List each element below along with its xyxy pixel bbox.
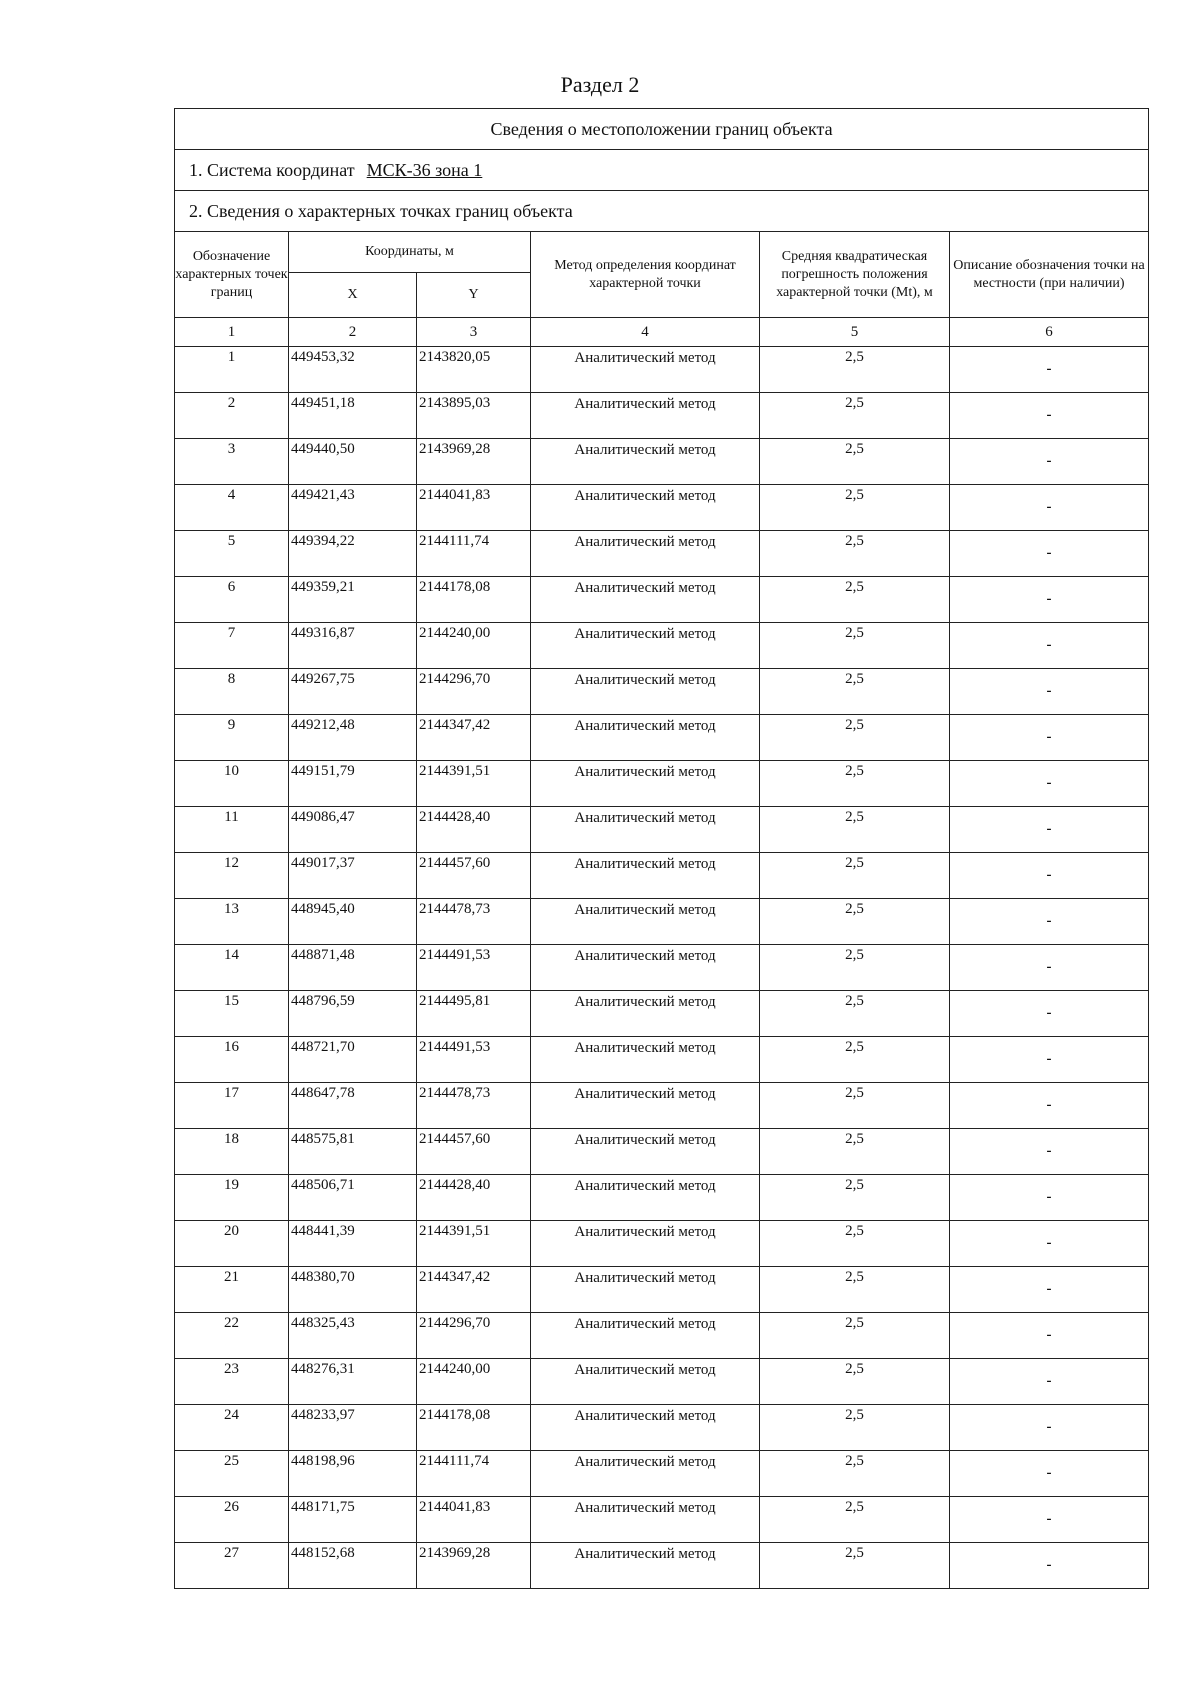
column-number-row	[175, 318, 1149, 347]
column-number: 1	[175, 318, 289, 347]
description-cell: -	[950, 393, 1149, 439]
column-number: 5	[760, 318, 950, 347]
error-cell: 2,5	[760, 1543, 950, 1589]
coord-x: 448233,97	[289, 1405, 417, 1451]
description-cell: -	[950, 899, 1149, 945]
point-number: 24	[175, 1405, 289, 1451]
point-number: 16	[175, 1037, 289, 1083]
coord-y: 2144478,73	[417, 1083, 531, 1129]
header-y: Y	[417, 273, 531, 318]
description-cell: -	[950, 531, 1149, 577]
table-row	[175, 899, 1149, 945]
method-cell: Аналитический метод	[531, 623, 760, 669]
table-row	[175, 439, 1149, 485]
coord-y: 2144491,53	[417, 1037, 531, 1083]
coord-x: 448647,78	[289, 1083, 417, 1129]
section-title: Раздел 2	[560, 72, 640, 97]
coord-y: 2144347,42	[417, 1267, 531, 1313]
error-cell: 2,5	[760, 1037, 950, 1083]
table-row	[175, 623, 1149, 669]
method-cell: Аналитический метод	[531, 1221, 760, 1267]
point-number: 5	[175, 531, 289, 577]
coord-x: 448171,75	[289, 1497, 417, 1543]
coord-y: 2144178,08	[417, 1405, 531, 1451]
table-row	[175, 1543, 1149, 1589]
points-title-row	[175, 191, 1149, 232]
method-cell: Аналитический метод	[531, 1129, 760, 1175]
description-cell: -	[950, 347, 1149, 393]
point-number: 11	[175, 807, 289, 853]
method-cell: Аналитический метод	[531, 1037, 760, 1083]
description-cell: -	[950, 807, 1149, 853]
table-row	[175, 1451, 1149, 1497]
error-cell: 2,5	[760, 1313, 950, 1359]
method-cell: Аналитический метод	[531, 715, 760, 761]
method-cell: Аналитический метод	[531, 1083, 760, 1129]
coord-x: 448796,59	[289, 991, 417, 1037]
method-cell: Аналитический метод	[531, 1405, 760, 1451]
coord-x: 448945,40	[289, 899, 417, 945]
column-number: 3	[417, 318, 531, 347]
error-cell: 2,5	[760, 347, 950, 393]
coord-x: 449212,48	[289, 715, 417, 761]
method-cell: Аналитический метод	[531, 393, 760, 439]
point-number: 18	[175, 1129, 289, 1175]
table-row	[175, 393, 1149, 439]
point-number: 4	[175, 485, 289, 531]
method-cell: Аналитический метод	[531, 1267, 760, 1313]
coord-x: 448441,39	[289, 1221, 417, 1267]
crs-label: 1. Система координат	[189, 159, 355, 180]
coord-y: 2144491,53	[417, 945, 531, 991]
table-row	[175, 347, 1149, 393]
point-number: 14	[175, 945, 289, 991]
description-cell: -	[950, 853, 1149, 899]
error-cell: 2,5	[760, 623, 950, 669]
method-cell: Аналитический метод	[531, 577, 760, 623]
crs-cell	[175, 150, 1149, 191]
method-cell: Аналитический метод	[531, 761, 760, 807]
coord-y: 2144428,40	[417, 807, 531, 853]
points-title: 2. Сведения о характерных точках границ объекта	[175, 191, 1149, 232]
error-cell: 2,5	[760, 761, 950, 807]
header-method: Метод определения координат характерной точки	[531, 232, 760, 318]
method-cell: Аналитический метод	[531, 1451, 760, 1497]
table-row	[175, 1175, 1149, 1221]
header-x: X	[289, 273, 417, 318]
error-cell: 2,5	[760, 991, 950, 1037]
description-cell: -	[950, 439, 1149, 485]
table-row	[175, 485, 1149, 531]
error-cell: 2,5	[760, 1175, 950, 1221]
description-cell: -	[950, 485, 1149, 531]
coord-x: 449151,79	[289, 761, 417, 807]
point-number: 10	[175, 761, 289, 807]
error-cell: 2,5	[760, 1405, 950, 1451]
table-row	[175, 531, 1149, 577]
method-cell: Аналитический метод	[531, 945, 760, 991]
coord-x: 449086,47	[289, 807, 417, 853]
point-number: 23	[175, 1359, 289, 1405]
error-cell: 2,5	[760, 1267, 950, 1313]
coord-y: 2144478,73	[417, 899, 531, 945]
method-cell: Аналитический метод	[531, 853, 760, 899]
table-row	[175, 577, 1149, 623]
point-number: 17	[175, 1083, 289, 1129]
description-cell: -	[950, 1175, 1149, 1221]
error-cell: 2,5	[760, 899, 950, 945]
coord-x: 449017,37	[289, 853, 417, 899]
description-cell: -	[950, 1313, 1149, 1359]
coord-y: 2144457,60	[417, 853, 531, 899]
description-cell: -	[950, 1129, 1149, 1175]
table-row	[175, 1313, 1149, 1359]
error-cell: 2,5	[760, 1083, 950, 1129]
point-number: 22	[175, 1313, 289, 1359]
coord-x: 449267,75	[289, 669, 417, 715]
description-cell: -	[950, 715, 1149, 761]
coord-y: 2144111,74	[417, 531, 531, 577]
description-cell: -	[950, 1359, 1149, 1405]
coord-y: 2144391,51	[417, 1221, 531, 1267]
coord-y: 2144041,83	[417, 1497, 531, 1543]
error-cell: 2,5	[760, 485, 950, 531]
table-row	[175, 1359, 1149, 1405]
coord-y: 2144041,83	[417, 485, 531, 531]
description-cell: -	[950, 1451, 1149, 1497]
description-cell: -	[950, 1497, 1149, 1543]
table-row	[175, 1037, 1149, 1083]
point-number: 27	[175, 1543, 289, 1589]
point-number: 19	[175, 1175, 289, 1221]
method-cell: Аналитический метод	[531, 807, 760, 853]
coord-x: 448871,48	[289, 945, 417, 991]
point-number: 26	[175, 1497, 289, 1543]
table-row	[175, 1083, 1149, 1129]
method-cell: Аналитический метод	[531, 347, 760, 393]
error-cell: 2,5	[760, 1451, 950, 1497]
error-cell: 2,5	[760, 715, 950, 761]
coord-y: 2143895,03	[417, 393, 531, 439]
error-cell: 2,5	[760, 1221, 950, 1267]
point-number: 1	[175, 347, 289, 393]
column-number: 2	[289, 318, 417, 347]
method-cell: Аналитический метод	[531, 1543, 760, 1589]
coord-x: 448198,96	[289, 1451, 417, 1497]
coord-x: 449451,18	[289, 393, 417, 439]
description-cell: -	[950, 761, 1149, 807]
method-cell: Аналитический метод	[531, 1175, 760, 1221]
description-cell: -	[950, 669, 1149, 715]
table-row	[175, 715, 1149, 761]
error-cell: 2,5	[760, 531, 950, 577]
column-number: 6	[950, 318, 1149, 347]
error-cell: 2,5	[760, 1129, 950, 1175]
header-error: Средняя квадратическая погрешность положения характерной точки (Mt), м	[760, 232, 950, 318]
description-cell: -	[950, 1267, 1149, 1313]
coord-x: 448721,70	[289, 1037, 417, 1083]
table-row	[175, 991, 1149, 1037]
crs-value: МСК-36 зона 1	[366, 159, 483, 180]
header-row-1	[175, 232, 1149, 273]
header-point-designation: Обозначение характерных точек границ	[175, 232, 289, 318]
table-title-row	[175, 109, 1149, 150]
method-cell: Аналитический метод	[531, 1497, 760, 1543]
table-row	[175, 1267, 1149, 1313]
boundary-points-table	[174, 108, 1149, 1589]
table-row	[175, 807, 1149, 853]
description-cell: -	[950, 991, 1149, 1037]
column-number: 4	[531, 318, 760, 347]
coord-x: 449394,22	[289, 531, 417, 577]
coord-y: 2143820,05	[417, 347, 531, 393]
point-number: 25	[175, 1451, 289, 1497]
coord-y: 2144347,42	[417, 715, 531, 761]
method-cell: Аналитический метод	[531, 899, 760, 945]
coord-x: 448325,43	[289, 1313, 417, 1359]
method-cell: Аналитический метод	[531, 1313, 760, 1359]
point-number: 8	[175, 669, 289, 715]
coord-x: 448506,71	[289, 1175, 417, 1221]
error-cell: 2,5	[760, 577, 950, 623]
header-description: Описание обозначения точки на местности (при наличии)	[950, 232, 1149, 318]
header-coordinates: Координаты, м	[289, 232, 531, 273]
table-row	[175, 761, 1149, 807]
error-cell: 2,5	[760, 945, 950, 991]
method-cell: Аналитический метод	[531, 485, 760, 531]
point-number: 12	[175, 853, 289, 899]
error-cell: 2,5	[760, 1359, 950, 1405]
coord-y: 2144111,74	[417, 1451, 531, 1497]
table-row	[175, 669, 1149, 715]
coord-y: 2143969,28	[417, 1543, 531, 1589]
coord-y: 2143969,28	[417, 439, 531, 485]
coord-y: 2144428,40	[417, 1175, 531, 1221]
error-cell: 2,5	[760, 807, 950, 853]
table-row	[175, 1497, 1149, 1543]
point-number: 15	[175, 991, 289, 1037]
table-row	[175, 1129, 1149, 1175]
point-number: 20	[175, 1221, 289, 1267]
description-cell: -	[950, 1037, 1149, 1083]
point-number: 7	[175, 623, 289, 669]
error-cell: 2,5	[760, 853, 950, 899]
table-row	[175, 1405, 1149, 1451]
description-cell: -	[950, 623, 1149, 669]
coord-x: 448152,68	[289, 1543, 417, 1589]
point-number: 3	[175, 439, 289, 485]
coord-y: 2144457,60	[417, 1129, 531, 1175]
method-cell: Аналитический метод	[531, 669, 760, 715]
point-number: 2	[175, 393, 289, 439]
point-number: 9	[175, 715, 289, 761]
coord-x: 449421,43	[289, 485, 417, 531]
coord-y: 2144240,00	[417, 1359, 531, 1405]
table-row	[175, 945, 1149, 991]
coord-x: 448276,31	[289, 1359, 417, 1405]
method-cell: Аналитический метод	[531, 991, 760, 1037]
coord-x: 448380,70	[289, 1267, 417, 1313]
point-number: 6	[175, 577, 289, 623]
coord-x: 448575,81	[289, 1129, 417, 1175]
error-cell: 2,5	[760, 669, 950, 715]
description-cell: -	[950, 1405, 1149, 1451]
coord-x: 449440,50	[289, 439, 417, 485]
coord-x: 449453,32	[289, 347, 417, 393]
coord-y: 2144240,00	[417, 623, 531, 669]
coord-y: 2144178,08	[417, 577, 531, 623]
coord-y: 2144391,51	[417, 761, 531, 807]
description-cell: -	[950, 1083, 1149, 1129]
coord-x: 449316,87	[289, 623, 417, 669]
description-cell: -	[950, 1543, 1149, 1589]
coord-y: 2144296,70	[417, 669, 531, 715]
table-row	[175, 1221, 1149, 1267]
coord-y: 2144495,81	[417, 991, 531, 1037]
point-number: 21	[175, 1267, 289, 1313]
coord-y: 2144296,70	[417, 1313, 531, 1359]
error-cell: 2,5	[760, 393, 950, 439]
error-cell: 2,5	[760, 439, 950, 485]
point-number: 13	[175, 899, 289, 945]
table-row	[175, 853, 1149, 899]
description-cell: -	[950, 577, 1149, 623]
method-cell: Аналитический метод	[531, 439, 760, 485]
description-cell: -	[950, 1221, 1149, 1267]
table-title: Сведения о местоположении границ объекта	[175, 109, 1149, 150]
coord-x: 449359,21	[289, 577, 417, 623]
method-cell: Аналитический метод	[531, 1359, 760, 1405]
crs-row	[175, 150, 1149, 191]
description-cell: -	[950, 945, 1149, 991]
error-cell: 2,5	[760, 1497, 950, 1543]
method-cell: Аналитический метод	[531, 531, 760, 577]
